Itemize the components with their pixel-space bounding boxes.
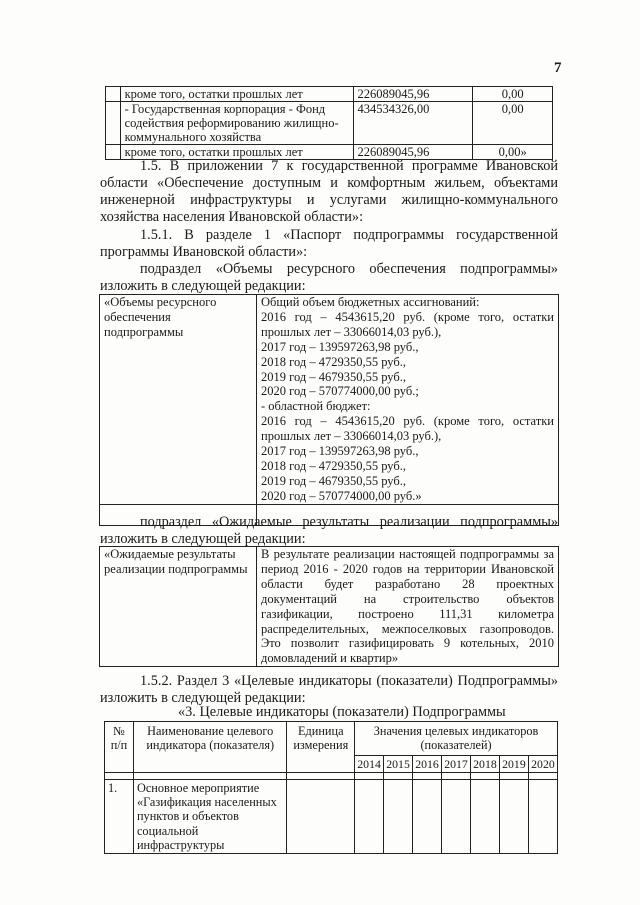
paragraph-1-5: 1.5. В приложении 7 к государственной программе Ивановской области «Обеспечение доступным и комфортным жильем, объектами инженерной инфраструктуры и услугами жилищно-коммунального хозяйства населения Ивановской области»: [100, 158, 558, 225]
row-label: кроме того, остатки прошлых лет [120, 87, 353, 102]
row-value [470, 779, 499, 853]
table-row [106, 87, 553, 102]
resource-line: 2018 год – 4729350,55 руб., [261, 458, 406, 473]
table-row [100, 547, 559, 667]
year-header: 2017 [442, 755, 471, 772]
resource-line: 2017 год – 139597263,98 руб., [261, 339, 419, 354]
empty-cell [106, 102, 121, 145]
row-value: 0,00 [473, 87, 553, 102]
year-header: 2019 [499, 755, 528, 772]
empty-cell [470, 772, 499, 779]
resource-line: 2020 год – 570774000,00 руб.» [261, 488, 422, 503]
paragraph-subsection-resources: подраздел «Объемы ресурсного обеспечения подпрограммы» изложить в следующей редакции: [100, 261, 558, 294]
spacer-row [105, 772, 558, 779]
header-row [105, 722, 558, 756]
empty-cell [499, 772, 528, 779]
resource-provision-table [99, 294, 559, 526]
resource-line: 2016 год – 4543615,20 руб. (кроме того, остатки прошлых лет – 33066014,03 руб.), [261, 309, 554, 339]
indicators-title: «3. Целевые индикаторы (показатели) Подпрограммы [178, 704, 506, 720]
resource-line: Общий объем бюджетных ассигнований: [261, 295, 480, 309]
row-value [413, 779, 442, 853]
resource-label: «Объемы ресурсного обеспечения подпрограммы [100, 295, 257, 505]
table-row [106, 102, 553, 145]
expected-results-table [99, 546, 559, 667]
empty-cell [355, 772, 384, 779]
header-unit: Единица измерения [287, 722, 355, 773]
table-row [100, 295, 559, 505]
header-number: № п/п [105, 722, 134, 773]
header-values: Значения целевых индикаторов (показателей) [355, 722, 558, 756]
resource-line: 2017 год – 139597263,98 руб., [261, 444, 419, 459]
empty-cell [133, 772, 287, 779]
resource-line: 2020 год – 570774000,00 руб.; [261, 384, 419, 399]
year-header: 2020 [528, 755, 557, 772]
empty-cell [413, 772, 442, 779]
resource-line: 2019 год – 4679350,55 руб., [261, 369, 406, 384]
target-indicators-table [104, 721, 558, 854]
header-name: Наименование целевого индикатора (показателя) [133, 722, 287, 773]
year-header: 2015 [384, 755, 413, 772]
row-value [528, 779, 557, 853]
empty-cell [442, 772, 471, 779]
row-amount: 226089045,96 [353, 87, 473, 102]
row-value [499, 779, 528, 853]
results-label: «Ожидаемые результаты реализации подпрограммы [100, 547, 257, 667]
resource-line: 2016 год – 4543615,20 руб. (кроме того, остатки прошлых лет – 33066014,03 руб.), [261, 414, 554, 444]
resource-line: 2019 год – 4679350,55 руб., [261, 473, 406, 488]
empty-cell [384, 772, 413, 779]
row-unit [287, 779, 355, 853]
paragraph-1-5-2: 1.5.2. Раздел 3 «Целевые индикаторы (показатели) Подпрограммы» изложить в следующей редакции: [100, 673, 558, 706]
row-value [442, 779, 471, 853]
row-amount: 434534326,00 [353, 102, 473, 145]
row-number: 1. [105, 779, 134, 853]
empty-cell [106, 87, 121, 102]
row-value [384, 779, 413, 853]
row-value: 0,00 [473, 102, 553, 145]
row-value: 0,00» [473, 145, 553, 160]
row-amount: 226089045,96 [353, 145, 473, 160]
empty-cell [528, 772, 557, 779]
row-value [355, 779, 384, 853]
empty-cell [105, 772, 134, 779]
year-header: 2016 [413, 755, 442, 772]
empty-cell [287, 772, 355, 779]
resource-line: 2018 год – 4729350,55 руб., [261, 354, 406, 369]
paragraph-subsection-results: подраздел «Ожидаемые результаты реализации подпрограммы» изложить в следующей редакции: [100, 514, 558, 547]
row-label: - Государственная корпорация - Фонд содействия реформированию жилищно-коммунального хозяйства [120, 102, 353, 145]
row-label: кроме того, остатки прошлых лет [120, 145, 353, 160]
row-indicator-name: Основное мероприятие «Газификация населенных пунктов и объектов социальной инфраструктуры [133, 779, 287, 853]
table-row [105, 779, 558, 853]
page-number: 7 [554, 60, 562, 76]
funding-continuation-table [105, 86, 553, 160]
resource-line: - областной бюджет: [261, 399, 371, 414]
resource-values [257, 295, 559, 505]
year-header: 2018 [470, 755, 499, 772]
results-text: В результате реализации настоящей подпрограммы за период 2016 - 2020 годов на территории Ивановской области будет разработано 28 проектных документаций на строительство объектов газификации, построено 111,31 километра распределительных, межпоселковых газопроводов. Это позволит газифицировать 9 котельных, 2010 домовладений и квартир» [257, 547, 559, 667]
year-header: 2014 [355, 755, 384, 772]
paragraph-1-5-1: 1.5.1. В разделе 1 «Паспорт подпрограммы государственной программы Ивановской области»: [100, 227, 558, 260]
